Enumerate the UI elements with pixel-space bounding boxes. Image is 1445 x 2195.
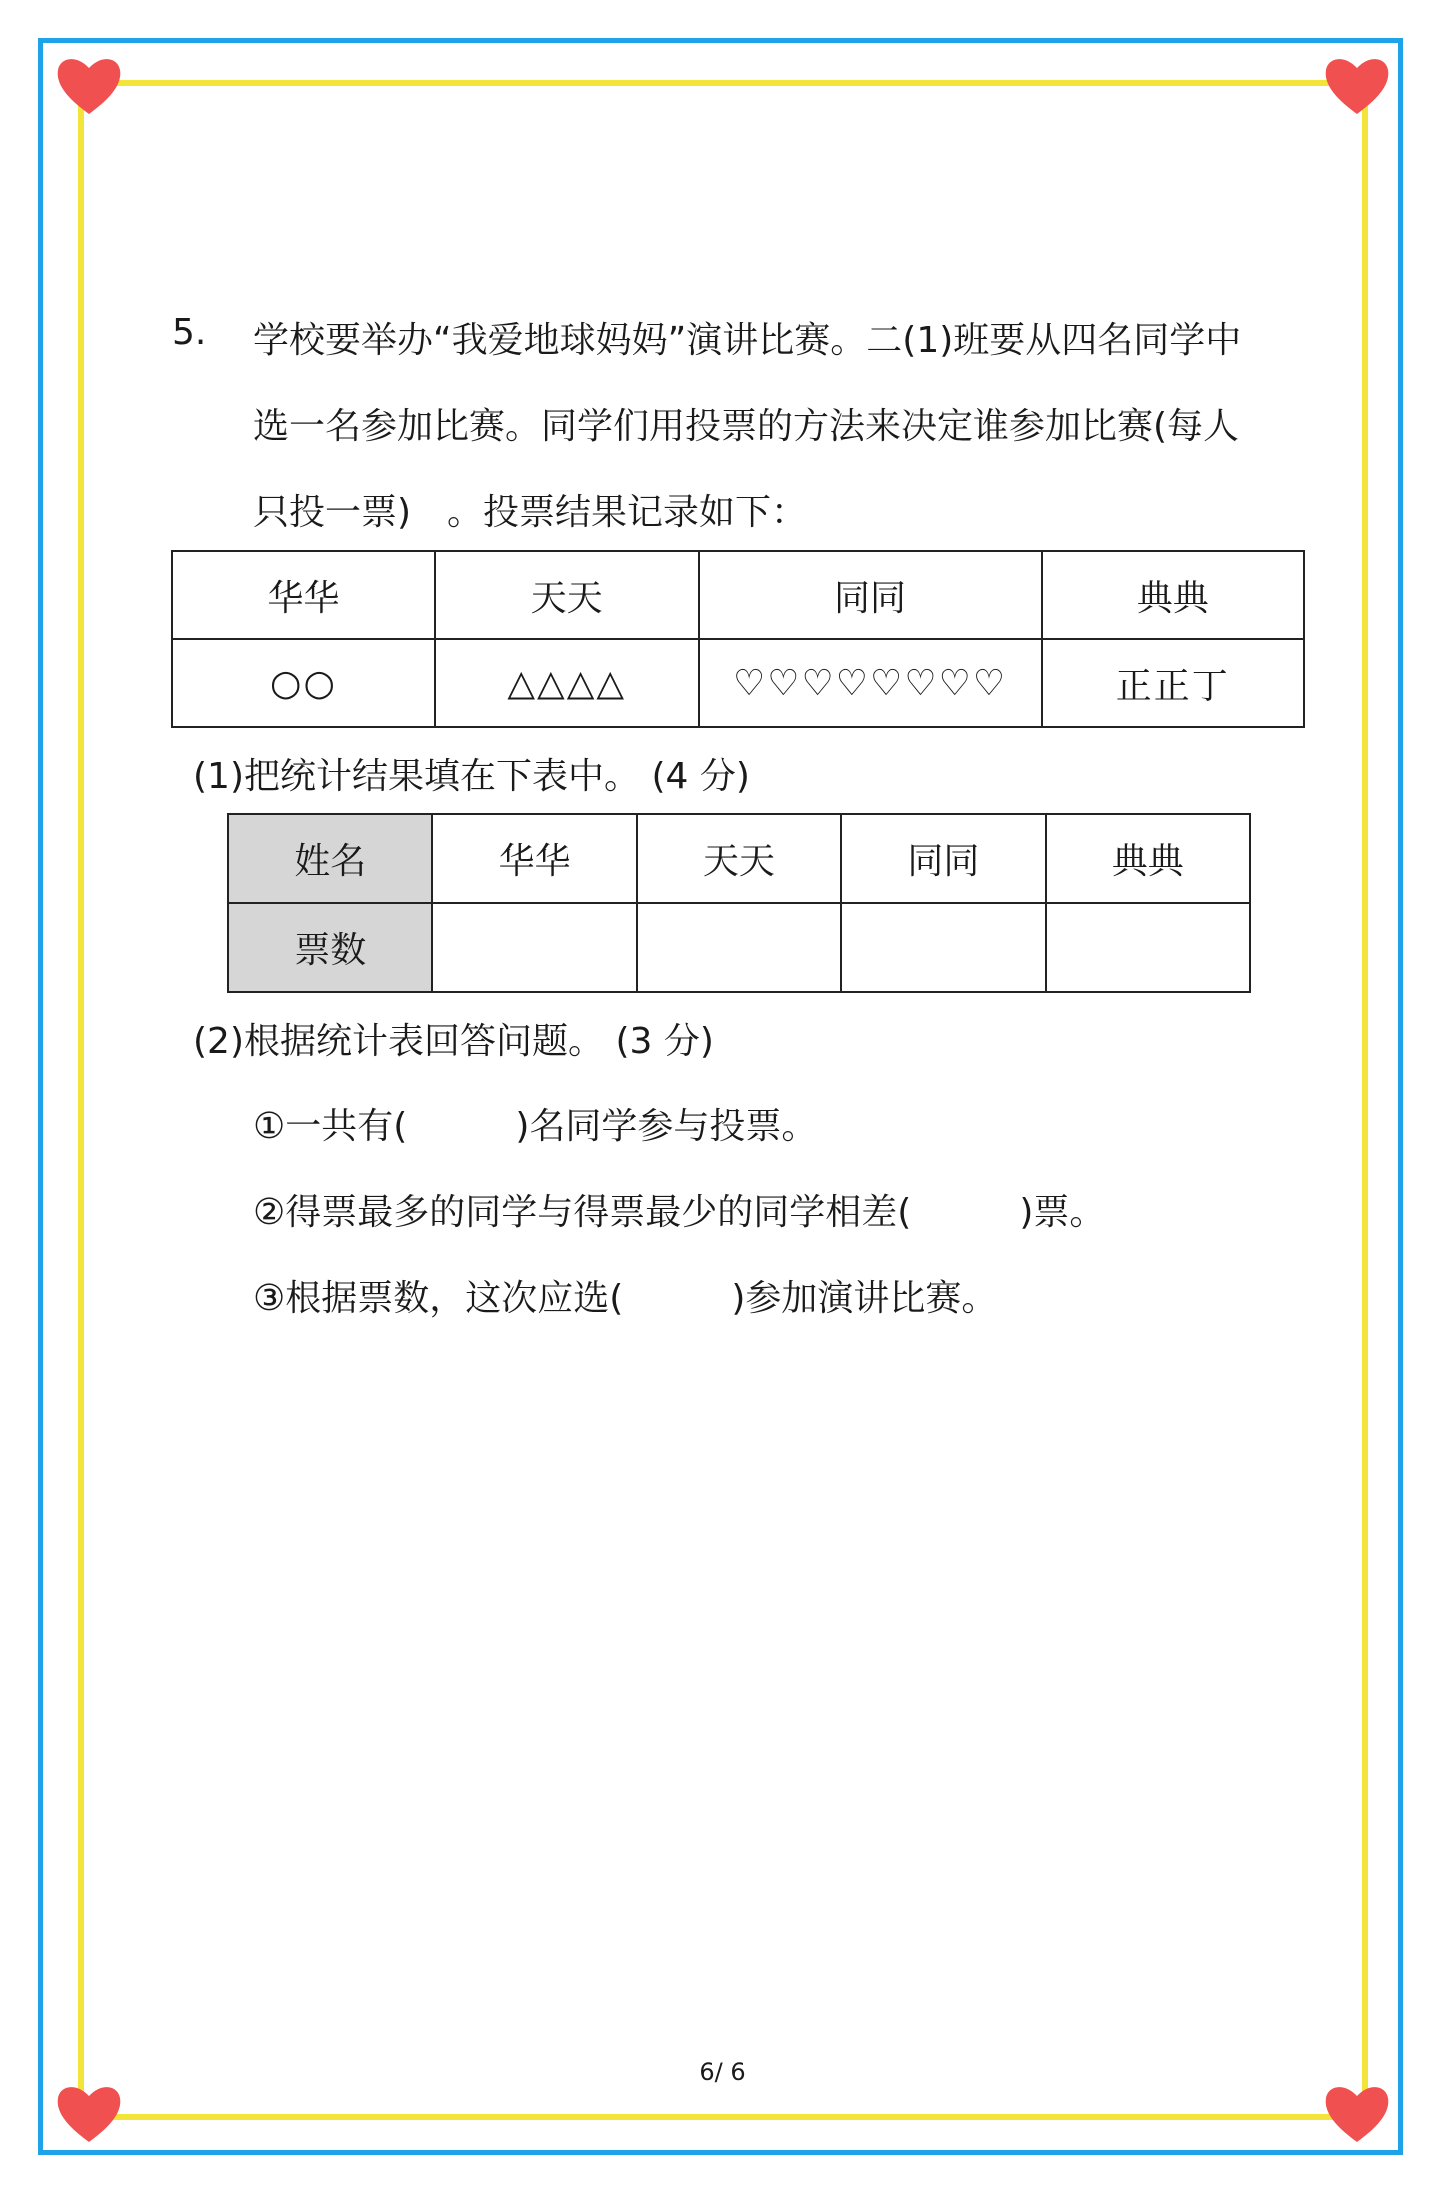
question-line: 只投一票) 。投票结果记录如下： bbox=[253, 492, 808, 533]
vote-answer-cell[interactable] bbox=[637, 903, 841, 992]
part1-prompt: (1)把统计结果填在下表中。 (4 分) bbox=[193, 756, 750, 797]
part2-prompt: (2)根据统计表回答问题。 (3 分) bbox=[193, 1021, 714, 1062]
name-cell: 同同 bbox=[841, 814, 1045, 903]
name-cell: 天天 bbox=[637, 814, 841, 903]
question-item: ②得票最多的同学与得票最少的同学相差( )票。 bbox=[253, 1192, 1106, 1233]
question-item: ③根据票数，这次应选( )参加演讲比赛。 bbox=[253, 1278, 998, 1319]
table-row bbox=[172, 639, 1304, 727]
table-row bbox=[172, 551, 1304, 639]
tally-table bbox=[171, 550, 1305, 728]
question-number: 5. bbox=[172, 312, 207, 353]
question-line: 选一名参加比赛。同学们用投票的方法来决定谁参加比赛(每人 bbox=[253, 406, 1240, 447]
table-row bbox=[228, 814, 1250, 903]
name-cell: 典典 bbox=[1046, 814, 1250, 903]
tally-header: 天天 bbox=[435, 551, 699, 639]
result-table bbox=[227, 813, 1251, 993]
tally-marks: △△△△ bbox=[435, 639, 699, 727]
page-number: 6/ 6 bbox=[699, 2058, 746, 2086]
tally-marks: ♡♡♡♡♡♡♡♡ bbox=[699, 639, 1042, 727]
vote-answer-cell[interactable] bbox=[432, 903, 636, 992]
question-line: 学校要举办“我爱地球妈妈”演讲比赛。二(1)班要从四名同学中 bbox=[253, 320, 1242, 361]
vote-answer-cell[interactable] bbox=[841, 903, 1045, 992]
tally-header: 同同 bbox=[699, 551, 1042, 639]
tally-header: 典典 bbox=[1042, 551, 1304, 639]
tally-marks: 正正丁 bbox=[1042, 639, 1304, 727]
question-item: ①一共有( )名同学参与投票。 bbox=[253, 1106, 818, 1147]
table-row bbox=[228, 903, 1250, 992]
row-header-name: 姓名 bbox=[228, 814, 432, 903]
name-cell: 华华 bbox=[432, 814, 636, 903]
vote-answer-cell[interactable] bbox=[1046, 903, 1250, 992]
row-header-votes: 票数 bbox=[228, 903, 432, 992]
tally-marks: ○○ bbox=[172, 639, 435, 727]
tally-header: 华华 bbox=[172, 551, 435, 639]
